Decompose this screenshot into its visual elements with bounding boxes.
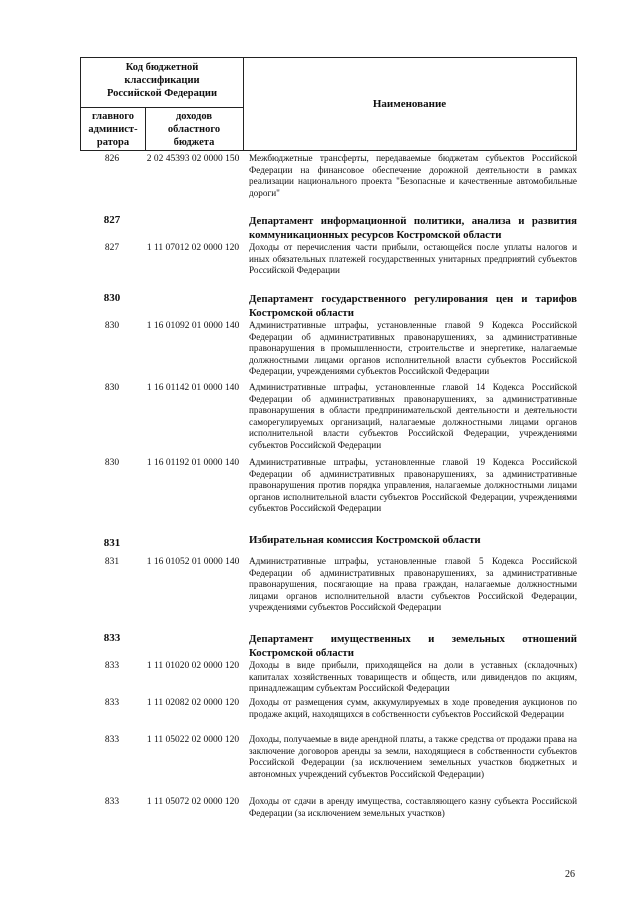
- income-code: 1 16 01052 01 0000 140: [146, 557, 240, 567]
- table-header: [80, 57, 577, 151]
- department-name: Департамент имущественных и земельных отношений Костромской области: [249, 633, 577, 659]
- income-name: Административные штрафы, установленные главой 19 Кодекса Российской Федерации об административных правонарушениях, за административные правонарушения против порядка управления, налагаемые должностными лицами органов исполнительной власти субъектов Российской Федерации, учреждениями субъектов Российской Федерации: [249, 457, 577, 513]
- admin-code: 833: [104, 661, 120, 671]
- department-name: Департамент информационной политики, анализа и развития коммуникационных ресурсов Костромской области: [249, 215, 577, 241]
- admin-code: 827: [104, 243, 120, 253]
- department-name: Департамент государственного регулирования цен и тарифов Костромской области: [249, 293, 577, 319]
- income-code: 2 02 45393 02 0000 150: [146, 154, 240, 164]
- admin-code: 830: [104, 383, 120, 393]
- admin-code: 830: [103, 292, 121, 304]
- income-code: 1 16 01192 01 0000 140: [146, 458, 240, 468]
- admin-code: 830: [104, 321, 120, 331]
- admin-column-heading: главного админист- ратора: [88, 111, 138, 148]
- name-column-heading: Наименование: [372, 98, 447, 110]
- budget-classification-heading: Код бюджетной классификации Российской Федерации: [106, 62, 218, 99]
- income-name: Доходы от перечисления части прибыли, остающейся после уплаты налогов и иных обязательных платежей государственных унитарных предприятий субъектов Российской Федерации: [249, 242, 577, 275]
- income-code: 1 11 02082 02 0000 120: [146, 698, 240, 708]
- income-name: Доходы от размещения сумм, аккумулируемых в ходе проведения аукционов по продаже акций, находящихся в собственности субъектов Российской Федерации: [249, 697, 577, 719]
- income-name: Административные штрафы, установленные главой 14 Кодекса Российской Федерации об административных правонарушениях, за административные правонарушения в области предпринимательской деятельности и деятельности саморегулируемых организаций, налагаемые должностными лицами органов исполнительной власти субъектов Российской Федерации, учреждениями субъектов Российской Федерации: [249, 382, 577, 450]
- income-code: 1 16 01092 01 0000 140: [146, 321, 240, 331]
- income-name: Доходы в виде прибыли, приходящейся на доли в уставных (складочных) капиталах хозяйственных товариществ и обществ, или дивидендов по акциям, принадлежащим субъектам Российской Федерации: [249, 660, 577, 693]
- page-number: 26: [565, 869, 575, 880]
- income-name: Доходы, получаемые в виде арендной платы, а также средства от продажи права на заключение договоров аренды за земли, находящиеся в собственности субъектов Российской Федерации (за исключением земельных участков бюджетных и автономных учреждений субъектов Российской Федерации): [249, 734, 577, 779]
- income-code: 1 11 01020 02 0000 120: [146, 661, 240, 671]
- income-name: Административные штрафы, установленные главой 5 Кодекса Российской Федерации об административных правонарушениях, за административные правонарушения, посягающие на права граждан, налагаемые должностными лицами органов исполнительной власти субъектов Российской Федерации, учреждениями субъектов Российской Федерации: [249, 556, 577, 612]
- income-code: 1 11 05022 02 0000 120: [146, 735, 240, 745]
- admin-code: 833: [104, 698, 120, 708]
- income-code: 1 11 07012 02 0000 120: [146, 243, 240, 253]
- income-code: 1 16 01142 01 0000 140: [146, 383, 240, 393]
- admin-code: 833: [104, 797, 120, 807]
- department-name: Избирательная комиссия Костромской области: [249, 534, 481, 546]
- admin-code: 831: [104, 557, 120, 567]
- income-column-heading: доходов областного бюджета: [167, 111, 221, 148]
- admin-code: 826: [104, 154, 120, 164]
- admin-code: 833: [104, 735, 120, 745]
- income-name: Доходы от сдачи в аренду имущества, составляющего казну субъекта Российской Федерации (за исключением земельных участков): [249, 796, 577, 818]
- income-name: Межбюджетные трансферты, передаваемые бюджетам субъектов Российской Федерации на финансовое обеспечение дорожной деятельности в рамках реализации национального проекта "Безопасные и качественные автомобильные дороги": [249, 153, 577, 198]
- admin-code: 833: [103, 632, 121, 644]
- income-code: 1 11 05072 02 0000 120: [146, 797, 240, 807]
- income-name: Административные штрафы, установленные главой 9 Кодекса Российской Федерации об административных правонарушениях, за административные правонарушения в промышленности, строительстве и энергетике, налагаемые должностными лицами органов исполнительной власти субъектов Российской Федерации, учреждениями субъектов Российской Федерации: [249, 320, 577, 376]
- admin-code: 830: [104, 458, 120, 468]
- admin-code: 827: [103, 214, 121, 226]
- admin-code: 831: [103, 537, 121, 549]
